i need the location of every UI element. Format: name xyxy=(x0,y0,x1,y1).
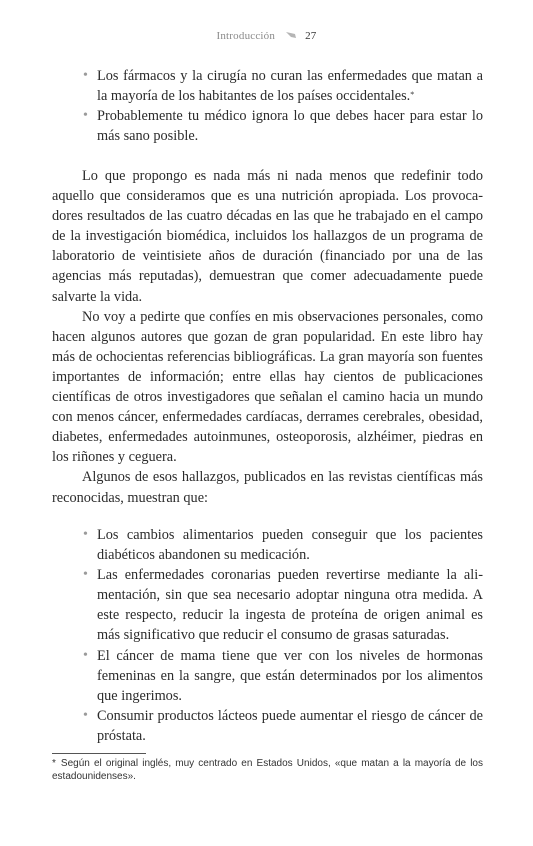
footnote xyxy=(52,757,483,783)
bullet-icon: • xyxy=(83,68,88,83)
bullet-text: Probablemente tu médico ignora lo que debes hacer para estar lo más sano posible. xyxy=(97,108,483,145)
top-bullet-list-block xyxy=(52,66,483,146)
paragraph: Algunos de esos hallazgos, publicados en las revistas científicas más reconocidas, muestran que: xyxy=(52,469,483,506)
bullet-text: Los cambios alimentarios pueden conseguir que los pacientes diabéticos abandonen su medicación. xyxy=(97,527,483,564)
bullet-icon: • xyxy=(83,647,88,663)
bullet-icon: • xyxy=(83,527,88,542)
bullet-text: Las enfermedades coronarias pueden revertirse mediante la alimentación, sin que sea necesario adoptar ninguna otra medida. A este respecto, reducir la ingesta de proteína de origen animal es más significativo que reducir el consumo de grasas saturadas. xyxy=(97,567,483,644)
list-item xyxy=(52,646,483,706)
bullet-text: El cáncer de mama tiene que ver con los niveles de hormonas femeninas en la sangre, que están determinados por los alimentos que ingerimos. xyxy=(97,647,483,704)
main-text-block xyxy=(52,166,483,508)
list-item xyxy=(52,565,483,645)
bullet-icon: • xyxy=(83,707,88,723)
paragraph: No voy a pedirte que confíes en mis observaciones personales, como hacen algunos autores que gozan de gran popularidad. En este libro hay más de ochocientas referencias bibliográficas. La gran mayoría son fuentes importantes de información; entre ellas hay cientos de publicaciones científicas de otros investigadores que señalan el camino hacia un mundo con menos cáncer, enfermedades cardíacas, derrames cerebrales, obesidad, diabetes, enfermedades autoinmunes, osteoporosis, alzhéimer, piedras en los riñones y ceguera. xyxy=(52,308,483,466)
footnote-text: Según el original inglés, muy centrado en Estados Unidos, «que matan a la mayoría de los estadounidenses». xyxy=(52,758,483,782)
list-item xyxy=(52,706,483,746)
chapter-title: Introducción xyxy=(216,30,276,42)
list-item xyxy=(52,106,483,146)
footnote-divider xyxy=(52,753,146,754)
bottom-bullet-list-block xyxy=(52,525,483,746)
paragraph: Lo que propongo es nada más ni nada menos que redefinir todo aquello que consideramos que es una nutrición apropiada. Los provocadores resultados de las cuatro décadas en las que he trabajado en el campo de la investigación biomédica, incluidos los hallazgos de un programa de laboratorio de veintisiete años de duración (financiado por una de las agencias más reputadas), demuestran que comer adecuadamente puede salvarte la vida. xyxy=(52,168,483,305)
bullet-icon: • xyxy=(83,567,88,583)
bottom-bullet-list xyxy=(52,525,483,746)
footnote-marker: * xyxy=(410,90,415,100)
list-item xyxy=(52,525,483,565)
leaf-icon xyxy=(285,31,297,39)
bullet-text: Los fármacos y la cirugía no curan las enfermedades que matan a la mayoría de los habitantes de los países occidentales. xyxy=(97,68,483,105)
running-head xyxy=(0,30,533,42)
bullet-icon: • xyxy=(83,108,88,124)
list-item xyxy=(52,66,483,106)
page-number: 27 xyxy=(305,30,317,42)
top-bullet-list xyxy=(52,66,483,146)
bullet-text: Consumir productos lácteos puede aumentar el riesgo de cáncer de próstata. xyxy=(97,707,483,744)
footnote-mark: * xyxy=(52,758,56,769)
